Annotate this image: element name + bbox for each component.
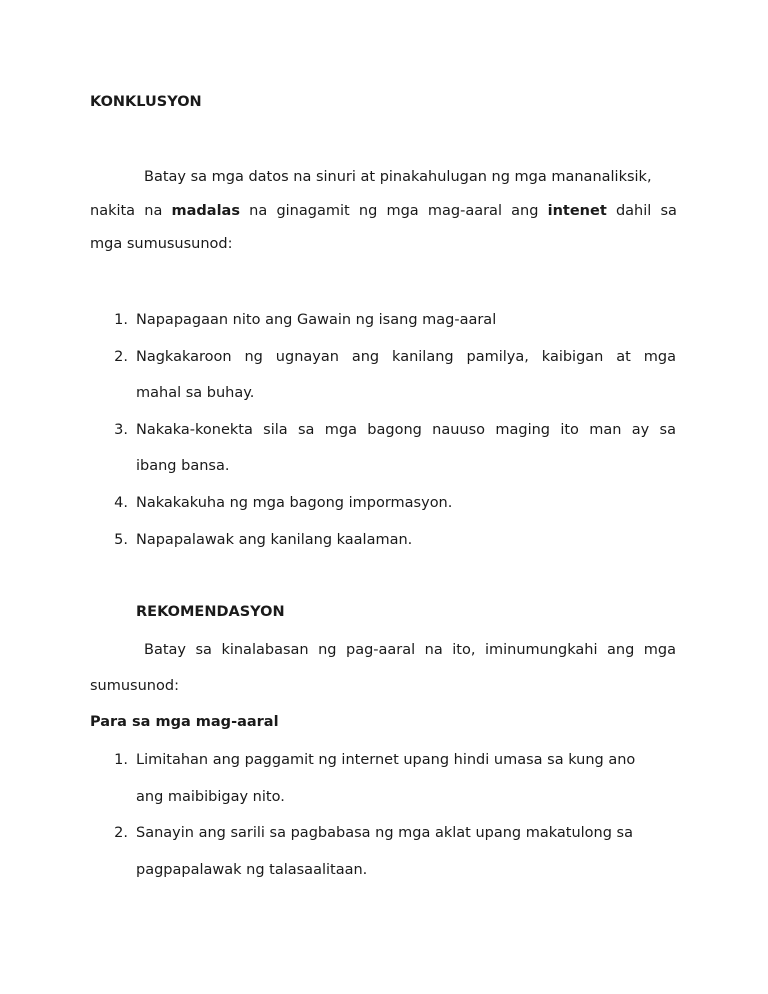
conclusion-para-line2 [90,201,677,221]
list-item: Napapalawak ang kanilang kaalaman. [136,532,413,548]
emphasis-word: madalas [171,203,240,219]
list-number: 2. [114,825,128,841]
list-number: 2. [114,349,128,365]
word: sa [660,203,677,219]
list-item: Nakaka-konekta sila sa mga bagong nauuso maging ito man ay sa [136,422,676,438]
list-number: 3. [114,422,128,438]
word: ginagamit [276,203,350,219]
list-number: 4. [114,495,128,511]
word: ang [511,203,539,219]
list-item-continuation: ang maibibigay nito. [136,789,285,805]
recommendation-para-line1: Batay sa kinalabasan ng pag-aaral na ito, iminumungkahi ang mga [144,642,676,658]
list-item-continuation: mahal sa buhay. [136,385,255,401]
list-number: 5. [114,532,128,548]
word: dahil [615,203,652,219]
emphasis-word: intenet [547,203,607,219]
recommendation-heading: REKOMENDASYON [136,604,285,620]
conclusion-para-line1: Batay sa mga datos na sinuri at pinakahulugan ng mga mananaliksik, [144,169,652,185]
word: mga [386,203,419,219]
list-number: 1. [114,752,128,768]
word: mag-aaral [427,203,502,219]
students-subheading: Para sa mga mag-aaral [90,714,279,730]
word: ng [358,203,378,219]
list-item: Nagkakaroon ng ugnayan ang kanilang pamilya, kaibigan at mga [136,349,676,365]
list-item: Napapagaan nito ang Gawain ng isang mag-aaral [136,312,497,328]
list-item: Limitahan ang paggamit ng internet upang hindi umasa sa kung ano [136,752,636,768]
list-number: 1. [114,312,128,328]
conclusion-para-line3: mga sumususunod: [90,236,233,252]
list-item: Nakakakuha ng mga bagong impormasyon. [136,495,453,511]
conclusion-heading: KONKLUSYON [90,94,202,110]
word: na [144,203,163,219]
list-item: Sanayin ang sarili sa pagbabasa ng mga aklat upang makatulong sa [136,825,633,841]
word: nakita [90,203,136,219]
recommendation-para-line2: sumusunod: [90,678,179,694]
word: na [249,203,268,219]
list-item-continuation: pagpapalawak ng talasaalitaan. [136,862,368,878]
list-item-continuation: ibang bansa. [136,458,230,474]
